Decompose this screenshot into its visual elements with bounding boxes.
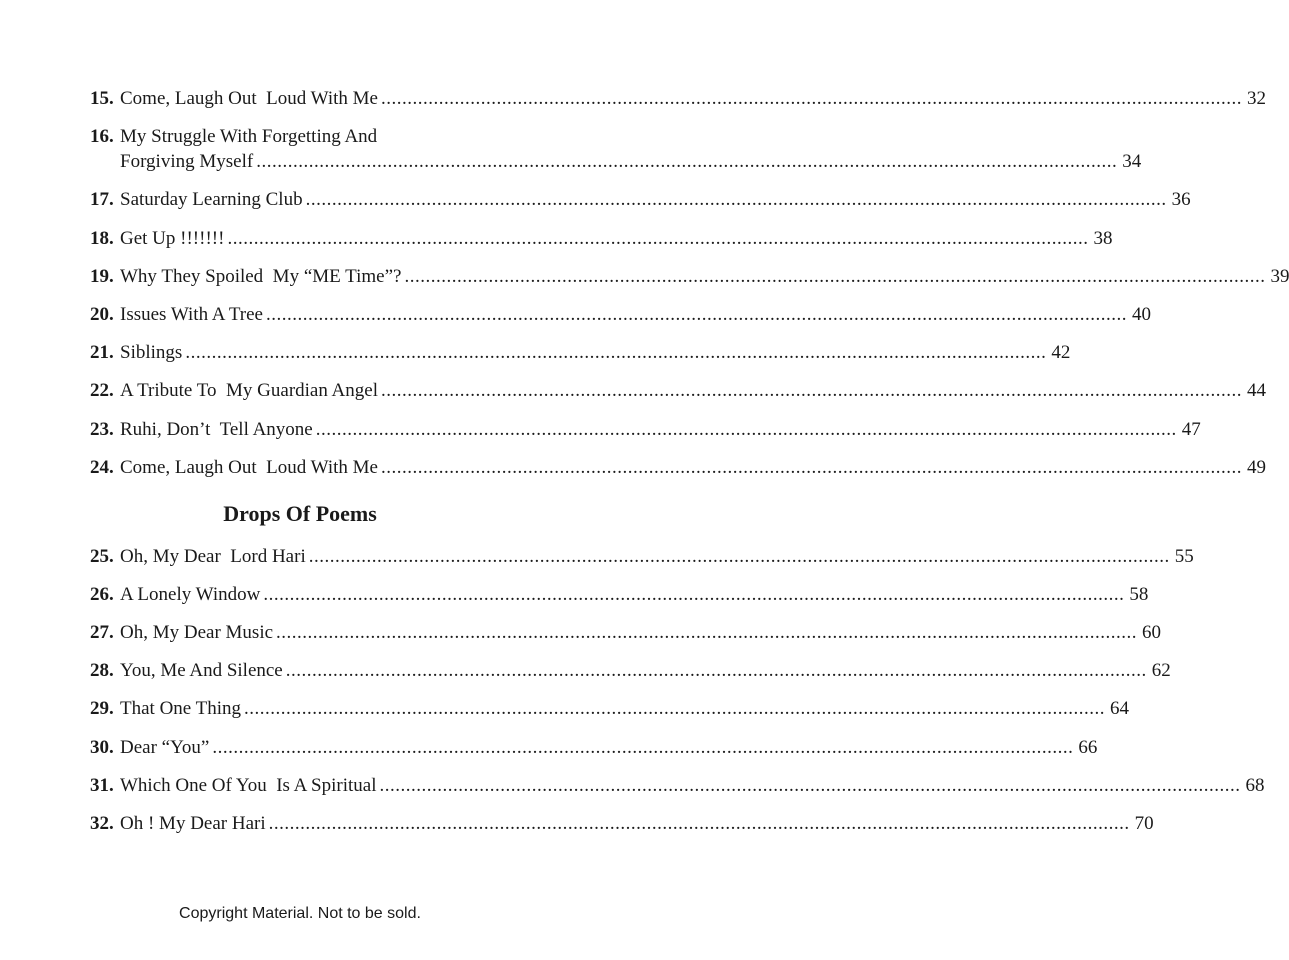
toc-entry-number: 30. (90, 736, 114, 758)
toc-entry-number: 22. (90, 380, 114, 402)
dot-leader (381, 378, 1242, 403)
dot-leader (256, 149, 1117, 174)
toc-entry-page: 60 (1142, 622, 1162, 644)
toc-entry-number: 15. (90, 88, 114, 109)
section-heading: Drops Of Poems (223, 500, 377, 526)
toc-entry-page: 32 (1247, 88, 1266, 109)
toc-entry-page: 40 (1132, 303, 1151, 325)
toc-entry-number: 17. (90, 189, 114, 211)
toc-entry-title: A Tribute To My Guardian Angel (120, 380, 378, 402)
toc-entry-page: 70 (1134, 813, 1154, 834)
toc-entry[interactable] (90, 302, 1151, 327)
dot-leader (381, 86, 1242, 111)
toc-entry-title: You, Me And Silence (120, 660, 283, 682)
toc-entry-number: 21. (90, 342, 114, 364)
toc-entry-page: 66 (1078, 736, 1098, 758)
toc-entry-number: 28. (90, 660, 114, 682)
toc-entry-number: 19. (90, 265, 114, 287)
toc-entry-title: Get Up !!!!!!! (120, 227, 225, 249)
toc-entry-title: Come, Laugh Out Loud With Me (120, 456, 378, 478)
toc-entry-number: 18. (90, 227, 114, 249)
toc-entry-title: Saturday Learning Club (120, 189, 303, 211)
toc-entry-number: 32. (90, 813, 114, 834)
toc-entry-title: Forgiving Myself (120, 151, 254, 173)
dot-leader (276, 620, 1137, 645)
toc-entry-page: 44 (1247, 380, 1266, 402)
toc-entry-title: Oh ! My Dear Hari (120, 813, 266, 834)
dot-leader (185, 340, 1046, 365)
dot-leader (309, 544, 1170, 569)
toc-entry-page: 49 (1247, 456, 1266, 478)
toc-entry-title: A Lonely Window (120, 583, 261, 605)
toc-entry[interactable] (90, 187, 1191, 212)
toc-entry-title: Siblings (120, 342, 183, 364)
toc-entry[interactable] (90, 773, 1265, 798)
toc-entry[interactable] (90, 658, 1171, 683)
toc-entry-page: 64 (1110, 698, 1130, 720)
toc-entry[interactable] (90, 226, 1113, 251)
toc-entry[interactable] (90, 735, 1098, 760)
toc-entry[interactable] (90, 544, 1194, 569)
toc-entry-number: 23. (90, 418, 114, 440)
toc-entry-number: 26. (90, 583, 114, 605)
toc-entry[interactable] (90, 340, 1071, 365)
toc-entry[interactable] (90, 582, 1149, 607)
toc-entry[interactable] (90, 124, 1142, 174)
toc-entry[interactable] (90, 811, 1154, 836)
toc-entry-title: Issues With A Tree (120, 303, 263, 325)
toc-entry[interactable] (90, 696, 1130, 721)
dot-leader (306, 187, 1167, 212)
dot-leader (381, 455, 1242, 480)
toc-entry-title: Come, Laugh Out Loud With Me (120, 88, 378, 109)
toc-entry-number: 16. (90, 126, 114, 148)
dot-leader (212, 735, 1073, 760)
table-of-contents (90, 86, 1289, 849)
toc-entry-page: 55 (1174, 545, 1194, 567)
dot-leader (286, 658, 1147, 683)
toc-entry-page: 58 (1129, 583, 1149, 605)
toc-entry-page: 39 (1270, 265, 1289, 287)
dot-leader (244, 696, 1105, 721)
toc-entry-title: Why They Spoiled My “ME Time”? (120, 265, 402, 287)
toc-entry-number: 20. (90, 303, 114, 325)
toc-entry-title: Oh, My Dear Lord Hari (120, 545, 306, 567)
toc-entry[interactable] (90, 378, 1266, 403)
toc-list-poems (90, 544, 1265, 836)
toc-list-stories (90, 86, 1289, 480)
dot-leader (316, 417, 1177, 442)
dot-leader (269, 811, 1130, 836)
dot-leader (380, 773, 1241, 798)
toc-entry-page: 36 (1171, 189, 1191, 211)
toc-entry[interactable] (90, 620, 1162, 645)
toc-entry-title: Dear “You” (120, 736, 210, 758)
toc-entry[interactable] (90, 264, 1289, 289)
toc-entry-number: 27. (90, 622, 114, 644)
toc-entry-page: 38 (1093, 227, 1113, 249)
toc-entry[interactable] (90, 417, 1201, 442)
toc-entry-number: 29. (90, 698, 114, 720)
dot-leader (266, 302, 1127, 327)
toc-entry-number: 25. (90, 545, 114, 567)
toc-entry-page: 62 (1151, 660, 1171, 682)
toc-entry[interactable] (90, 455, 1266, 480)
toc-entry-title: Ruhi, Don’t Tell Anyone (120, 418, 313, 440)
toc-entry-number: 31. (90, 774, 114, 796)
toc-entry[interactable] (90, 86, 1266, 111)
toc-entry-page: 68 (1245, 774, 1265, 796)
toc-entry-title: Oh, My Dear Music (120, 622, 274, 644)
dot-leader (227, 226, 1088, 251)
toc-entry-title: That One Thing (120, 698, 242, 720)
copyright-notice: Copyright Material. Not to be sold. (179, 905, 421, 922)
toc-entry-title-line1: My Struggle With Forgetting And (120, 126, 378, 148)
toc-entry-title: Which One Of You Is A Spiritual (120, 774, 377, 796)
dot-leader (404, 264, 1265, 289)
toc-entry-page: 34 (1122, 151, 1142, 173)
dot-leader (263, 582, 1124, 607)
toc-entry-page: 42 (1051, 342, 1071, 364)
toc-entry-number: 24. (90, 456, 114, 478)
toc-entry-page: 47 (1181, 418, 1201, 440)
